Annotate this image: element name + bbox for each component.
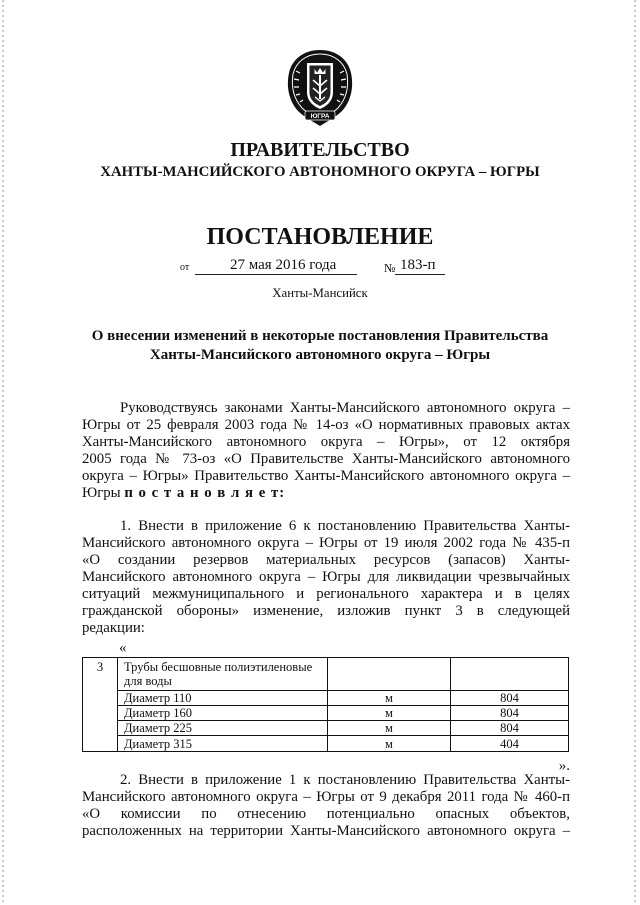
document-type: ПОСТАНОВЛЕНИЕ [206,224,434,250]
table-row [83,691,569,706]
date-from-label: от [180,262,190,273]
quantity-cell: 804 [451,691,569,706]
text-fragment: Югры [82,485,121,501]
coat-of-arms-emblem [284,49,356,127]
name-cell: Диаметр 160 [118,706,328,721]
decree-word: п о с т а н о в л я е т: [124,485,286,501]
document-title [0,327,640,365]
name-cell: Диаметр 225 [118,721,328,736]
item-name-cell [118,658,328,691]
number-underline [395,274,445,275]
item-name-line: для воды [124,674,172,688]
quote-close: ». [558,758,570,774]
item-number-cell: 3 [83,658,118,752]
document-number: 183-п [400,257,436,273]
text-line: Руководствуясь законами Ханты-Мансийского автономного округа – [120,400,570,416]
title-line: Ханты-Мансийского автономного округа – Югры [149,347,491,363]
city-name: Ханты-Мансийск [272,286,368,300]
text-line [82,485,570,502]
text-line: Мансийского автономного округа – Югры от 19 июля 2002 года № 435-п [82,535,570,551]
quantity-cell: 804 [451,706,569,721]
unit-cell: м [328,721,451,736]
preamble-paragraph [82,400,570,502]
item-1-paragraph [82,518,570,637]
number-sign: № [384,261,396,275]
empty-cell [451,658,569,691]
table-row [83,706,569,721]
org-name-line2: ХАНТЫ-МАНСИЙСКОГО АВТОНОМНОГО ОКРУГА – ЮГРЫ [100,164,540,180]
emblem-label: ЮГРА [310,113,330,120]
table-row [83,721,569,736]
unit-cell: м [328,706,451,721]
date-underline [195,274,357,275]
table-row [83,736,569,752]
text-line: «О создании резервов материальных ресурсов (запасов) Ханты- [82,552,570,568]
item-name-line: Трубы бесшовные полиэтиленовые [124,660,313,674]
text-line: редакции: [82,620,145,636]
unit-cell: м [328,736,451,752]
text-line: расположенных на территории Ханты-Мансийского автономного округа – [82,823,570,839]
text-line: Мансийского автономного округа – Югры для ликвидации чрезвычайных [82,569,570,585]
text-line: округа – Югры» Правительство Ханты-Мансийского автономного округа – [82,468,570,484]
text-line: 1. Внести в приложение 6 к постановлению Правительства Ханты- [120,518,570,534]
name-cell: Диаметр 110 [118,691,328,706]
materials-table [82,657,569,752]
text-line: Ханты-Мансийского автономного округа – Югры», от 12 октября [82,434,570,450]
scan-edge-right [634,0,636,905]
text-line: 2. Внести в приложение 1 к постановлению Правительства Ханты- [120,772,570,788]
text-line: Мансийского автономного округа – Югры от 9 декабря 2011 года № 460-п [82,789,570,805]
org-name-line1: ПРАВИТЕЛЬСТВО [230,139,410,161]
text-line: гражданской обороны» изменение, изложив пункт 3 в следующей [82,603,570,619]
quantity-cell: 804 [451,721,569,736]
quote-open: « [119,640,127,656]
table-row [83,658,569,691]
empty-cell [328,658,451,691]
quantity-cell: 404 [451,736,569,752]
text-line: 2005 года № 73-оз «О Правительстве Ханты-Мансийского автономного [82,451,570,467]
scan-edge-left [2,0,4,905]
name-cell: Диаметр 315 [118,736,328,752]
text-line: «О комиссии по отнесению потенциально опасных объектов, [82,806,570,822]
unit-cell: м [328,691,451,706]
text-line: ситуаций межмуниципального и регионального характера и в целях [82,586,570,602]
text-line: Югры от 25 февраля 2003 года № 14-оз «О нормативных правовых актах [82,417,570,433]
document-date: 27 мая 2016 года [230,257,337,273]
item-2-paragraph [82,772,570,840]
title-line: О внесении изменений в некоторые постановления Правительства [91,328,549,344]
